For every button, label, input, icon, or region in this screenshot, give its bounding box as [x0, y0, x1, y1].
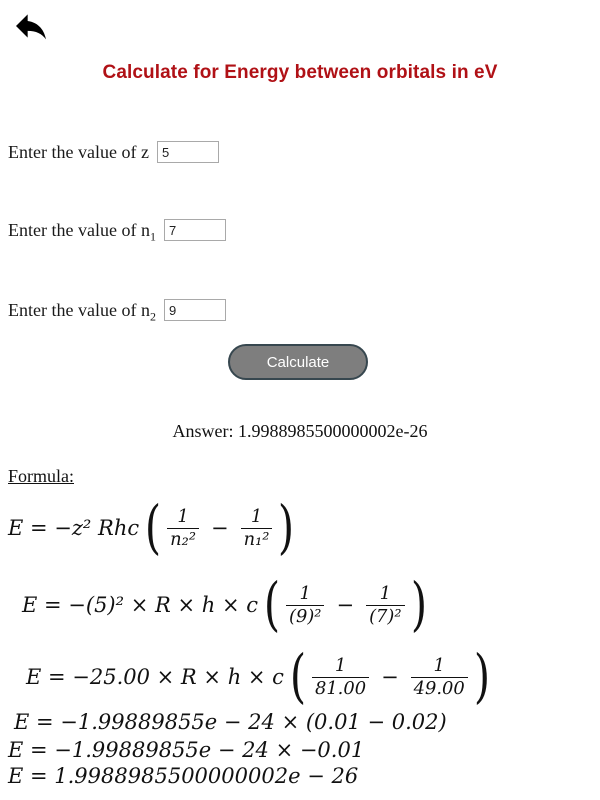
formula-line-4: E = −1.99889855e − 24 × (0.01 − 0.02): [14, 710, 447, 734]
z-input[interactable]: [157, 141, 219, 163]
left-paren: (: [289, 642, 307, 710]
calculate-button[interactable]: Calculate: [228, 344, 368, 380]
input-row-z: [8, 141, 219, 163]
right-paren: ): [278, 493, 295, 561]
input-row-n2: [8, 299, 226, 324]
left-paren: (: [263, 570, 281, 638]
page-title: Calculate for Energy between orbitals in eV: [102, 62, 498, 83]
formula-line-3: E = −25.00 × R × h × c ( $\frac{1}{81.00}$ − $\frac{1}{49.00}$ ): [26, 642, 490, 710]
back-button[interactable]: [8, 6, 54, 46]
right-paren: ): [473, 642, 490, 710]
answer-text: Answer: 1.9988985500000002e-26: [172, 421, 428, 441]
n2-label: Enter the value of $n_2$: [8, 299, 156, 324]
right-paren: ): [410, 570, 427, 638]
fraction: $\frac{1}{49.00}$: [411, 655, 468, 699]
formula-line-2: E = −(5)² × R × h × c ( $\frac{1}{\text{(9)²}}$ − $\frac{1}{\text{(7)²}}$ ): [22, 570, 427, 638]
formula-heading: Formula:: [8, 466, 74, 486]
fraction: $\frac{1}{\text{(7)²}}$: [366, 583, 404, 627]
fraction: $\frac{1}{\text{n₂²}}$: [167, 506, 199, 550]
z-label: Enter the value of z: [8, 141, 149, 162]
fraction: $\frac{1}{\text{n₁²}}$: [241, 506, 273, 550]
n1-label: Enter the value of $n_1$: [8, 219, 156, 244]
n1-input[interactable]: [164, 219, 226, 241]
left-paren: (: [145, 493, 162, 561]
fraction: $\frac{1}{\text{(9)²}}$: [286, 583, 324, 627]
formula-line-5: E = −1.99889855e − 24 × −0.01: [8, 738, 365, 762]
fraction: $\frac{1}{81.00}$: [312, 655, 369, 699]
back-arrow-icon: [8, 6, 54, 46]
input-row-n1: [8, 219, 226, 244]
n2-input[interactable]: [164, 299, 226, 321]
formula-line-1: E = −z² Rhc ( $\frac{1}{\text{n₂²}}$ − $\frac{1}{\text{n₁²}}$ ): [8, 493, 295, 561]
formula-line-6: E = 1.9988985500000002e − 26: [8, 764, 359, 788]
